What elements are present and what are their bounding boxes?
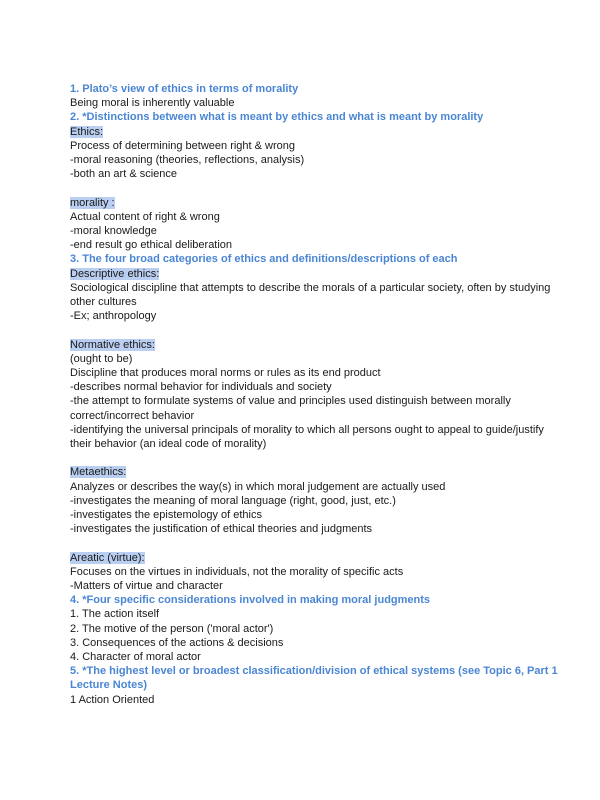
section-label xyxy=(70,267,560,281)
highlighted-term: morality : xyxy=(70,196,115,209)
body-text: -the attempt to formulate systems of value and principles used distinguish between morally correct/incorrect behavior xyxy=(70,395,511,422)
body-text: Analyzes or describes the way(s) in which moral judgement are actually used xyxy=(70,480,446,493)
body-text: 1 Action Oriented xyxy=(70,693,155,706)
highlighted-term: Metaethics: xyxy=(70,466,127,479)
body-text: -investigates the meaning of moral language (right, good, just, etc.) xyxy=(70,494,396,507)
body-text: -identifying the universal principals of morality to which all persons ought to appeal to guide/justify their behavior (an ideal code of morality) xyxy=(70,423,544,451)
section-label xyxy=(70,125,560,139)
blank-line xyxy=(70,323,560,337)
body-text: 3. Consequences of the actions & decisions xyxy=(70,636,284,649)
body-text: 1. The action itself xyxy=(70,608,160,621)
body-text: Actual content of right & wrong xyxy=(70,210,220,223)
body-text: -end result go ethical deliberation xyxy=(70,239,233,252)
question-heading: 1. Plato’s view of ethics in terms of morality xyxy=(70,83,299,95)
body-text: Process of determining between right & wrong xyxy=(70,139,296,152)
blank-line xyxy=(70,536,560,550)
body-text: Being moral is inherently valuable xyxy=(70,97,235,110)
highlighted-term: Descriptive ethics: xyxy=(70,267,160,280)
body-text: 4. Character of moral actor xyxy=(70,651,201,664)
body-text: -moral knowledge xyxy=(70,225,157,238)
body-text: -describes normal behavior for individuals and society xyxy=(70,381,332,394)
highlighted-term: Ethics: xyxy=(70,125,104,138)
question-heading: 4. *Four specific considerations involved in making moral judgments xyxy=(70,594,431,607)
question-heading: 3. The four broad categories of ethics and definitions/descriptions of each xyxy=(70,253,458,266)
body-text: Discipline that produces moral norms or rules as its end product xyxy=(70,367,381,380)
body-text: -both an art & science xyxy=(70,168,178,181)
body-text: -investigates the epistemology of ethics xyxy=(70,509,262,522)
body-text: 2. The motive of the person ('moral actor') xyxy=(70,622,274,635)
highlighted-term: Normative ethics: xyxy=(70,338,155,351)
highlighted-term: Areatic (virtue): xyxy=(70,551,145,564)
question-heading: 2. *Distinctions between what is meant by ethics and what is meant by morality xyxy=(70,111,484,124)
body-text: -Ex; anthropology xyxy=(70,310,157,323)
body-text: -moral reasoning (theories, reflections, analysis) xyxy=(70,154,305,167)
body-text: -investigates the justification of ethical theories and judgments xyxy=(70,523,373,536)
body-text: -Matters of virtue and character xyxy=(70,580,223,593)
document-content xyxy=(70,82,560,707)
blank-line xyxy=(70,181,560,195)
section-label xyxy=(70,196,560,210)
section-label xyxy=(70,338,560,352)
blank-line xyxy=(70,451,560,465)
body-text: Sociological discipline that attempts to describe the morals of a particular society, often by studying other cultures xyxy=(70,281,551,309)
section-label xyxy=(70,465,560,479)
body-text: Focuses on the virtues in individuals, not the morality of specific acts xyxy=(70,565,404,578)
question-heading: 5. *The highest level or broadest classification/division of ethical systems (see Topic 6, Part 1 Lecture Notes) xyxy=(70,665,558,692)
section-label xyxy=(70,551,560,565)
body-text: (ought to be) xyxy=(70,352,133,365)
